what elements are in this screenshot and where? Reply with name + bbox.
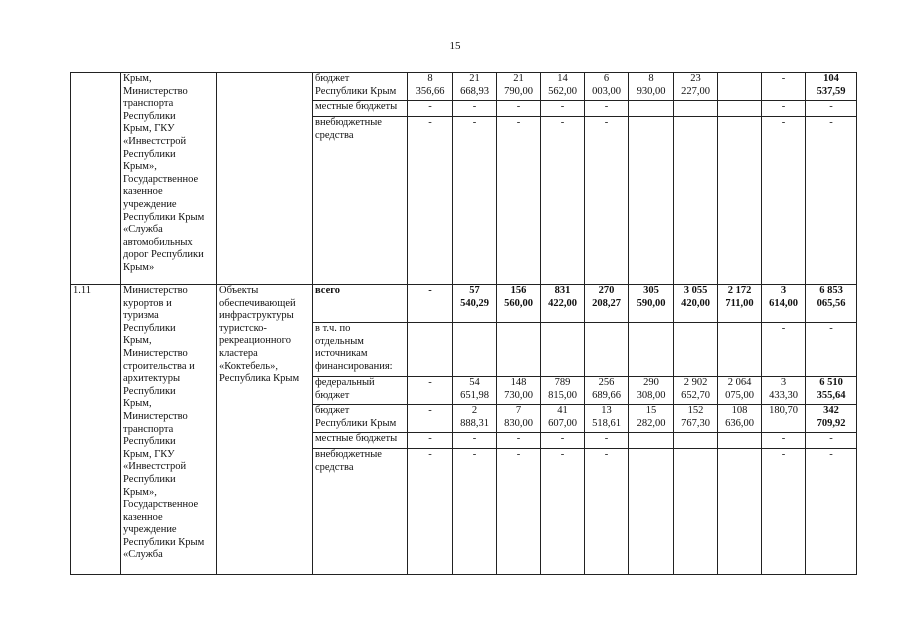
value-cell: -	[541, 433, 585, 449]
value-cell	[674, 101, 718, 117]
value-cell: -	[585, 433, 629, 449]
value-cell: -	[408, 405, 453, 433]
value-cell: 14 562,00	[541, 73, 585, 101]
value-cell: -	[762, 117, 806, 285]
value-cell: 8 356,66	[408, 73, 453, 101]
value-cell: -	[408, 117, 453, 285]
total-cell: -	[806, 449, 857, 575]
source-label: бюджет Республики Крым	[313, 405, 408, 433]
source-label: местные бюджеты	[313, 433, 408, 449]
value-cell: -	[408, 449, 453, 575]
source-label: федеральный бюджет	[313, 377, 408, 405]
value-cell: -	[453, 433, 497, 449]
value-cell: 3 055 420,00	[674, 285, 718, 323]
value-cell: -	[585, 449, 629, 575]
value-cell: -	[453, 117, 497, 285]
value-cell: 270 208,27	[585, 285, 629, 323]
value-cell: 3 614,00	[762, 285, 806, 323]
value-cell: 305 590,00	[629, 285, 674, 323]
value-cell: -	[497, 101, 541, 117]
table-row	[71, 285, 857, 323]
total-cell: 342 709,92	[806, 405, 857, 433]
total-cell: 104 537,59	[806, 73, 857, 101]
value-cell: 180,70	[762, 405, 806, 433]
value-cell	[629, 101, 674, 117]
total-cell: -	[806, 117, 857, 285]
value-cell: -	[408, 377, 453, 405]
value-cell: -	[453, 449, 497, 575]
value-cell	[718, 433, 762, 449]
value-cell: -	[541, 117, 585, 285]
number-cell	[71, 73, 121, 285]
value-cell	[718, 323, 762, 377]
value-cell: -	[497, 449, 541, 575]
value-cell: 23 227,00	[674, 73, 718, 101]
value-cell	[629, 433, 674, 449]
value-cell: 7 830,00	[497, 405, 541, 433]
value-cell: -	[762, 323, 806, 377]
value-cell	[408, 323, 453, 377]
value-cell: 108 636,00	[718, 405, 762, 433]
total-cell: 6 853 065,56	[806, 285, 857, 323]
total-cell: -	[806, 323, 857, 377]
value-cell: 831 422,00	[541, 285, 585, 323]
source-label: в т.ч. по отдельным источникам финансирования:	[313, 323, 408, 377]
executor-cell: Крым, Министерство транспорта Республики Крым, ГКУ «Инвестстрой Республики Крым», Государственное казенное учреждение Республики Крым «Служба автомобильных дорог Республики Крым»	[121, 73, 217, 285]
value-cell: -	[762, 433, 806, 449]
object-cell	[217, 73, 313, 285]
value-cell: -	[497, 117, 541, 285]
source-label: бюджет Республики Крым	[313, 73, 408, 101]
table-row	[71, 73, 857, 101]
value-cell: 2 888,31	[453, 405, 497, 433]
value-cell	[674, 117, 718, 285]
value-cell	[718, 449, 762, 575]
value-cell	[718, 73, 762, 101]
value-cell: 2 064 075,00	[718, 377, 762, 405]
value-cell: 2 172 711,00	[718, 285, 762, 323]
value-cell: -	[585, 101, 629, 117]
source-label: местные бюджеты	[313, 101, 408, 117]
value-cell: 21 668,93	[453, 73, 497, 101]
value-cell: -	[585, 117, 629, 285]
object-cell: Объекты обеспечивающей инфраструктуры туристско- рекреационного кластера «Коктебель», Республика Крым	[217, 285, 313, 575]
total-cell: 6 510 355,64	[806, 377, 857, 405]
value-cell	[674, 323, 718, 377]
value-cell: 21 790,00	[497, 73, 541, 101]
value-cell: 13 518,61	[585, 405, 629, 433]
value-cell: -	[541, 449, 585, 575]
value-cell: -	[408, 101, 453, 117]
value-cell: 2 902 652,70	[674, 377, 718, 405]
page-number: 15	[449, 40, 461, 52]
value-cell	[453, 323, 497, 377]
value-cell	[629, 117, 674, 285]
value-cell: -	[541, 101, 585, 117]
source-label: внебюджетные средства	[313, 117, 408, 285]
value-cell	[718, 101, 762, 117]
value-cell	[497, 323, 541, 377]
value-cell	[674, 433, 718, 449]
total-cell: -	[806, 433, 857, 449]
source-label: всего	[313, 285, 408, 323]
value-cell: 256 689,66	[585, 377, 629, 405]
value-cell: -	[408, 285, 453, 323]
value-cell: -	[762, 449, 806, 575]
number-cell: 1.11	[71, 285, 121, 575]
financing-table	[70, 72, 857, 575]
value-cell: -	[762, 73, 806, 101]
value-cell	[541, 323, 585, 377]
value-cell: -	[762, 101, 806, 117]
executor-cell: Министерство курортов и туризма Республики Крым, Министерство строительства и архитектуры Республики Крым, Министерство транспорта Республики Крым, ГКУ «Инвестстрой Республики Крым», Государственное казенное учреждение Республики Крым «Служба	[121, 285, 217, 575]
value-cell: 152 767,30	[674, 405, 718, 433]
value-cell: -	[408, 433, 453, 449]
value-cell: 290 308,00	[629, 377, 674, 405]
total-cell: -	[806, 101, 857, 117]
source-label: внебюджетные средства	[313, 449, 408, 575]
value-cell: 57 540,29	[453, 285, 497, 323]
value-cell: -	[453, 101, 497, 117]
value-cell	[674, 449, 718, 575]
value-cell: 54 651,98	[453, 377, 497, 405]
value-cell	[629, 449, 674, 575]
value-cell: 41 607,00	[541, 405, 585, 433]
value-cell: 6 003,00	[585, 73, 629, 101]
value-cell: 8 930,00	[629, 73, 674, 101]
value-cell	[629, 323, 674, 377]
value-cell: 15 282,00	[629, 405, 674, 433]
value-cell: 148 730,00	[497, 377, 541, 405]
value-cell: 789 815,00	[541, 377, 585, 405]
value-cell: 156 560,00	[497, 285, 541, 323]
value-cell: -	[497, 433, 541, 449]
value-cell: 3 433,30	[762, 377, 806, 405]
value-cell	[585, 323, 629, 377]
value-cell	[718, 117, 762, 285]
